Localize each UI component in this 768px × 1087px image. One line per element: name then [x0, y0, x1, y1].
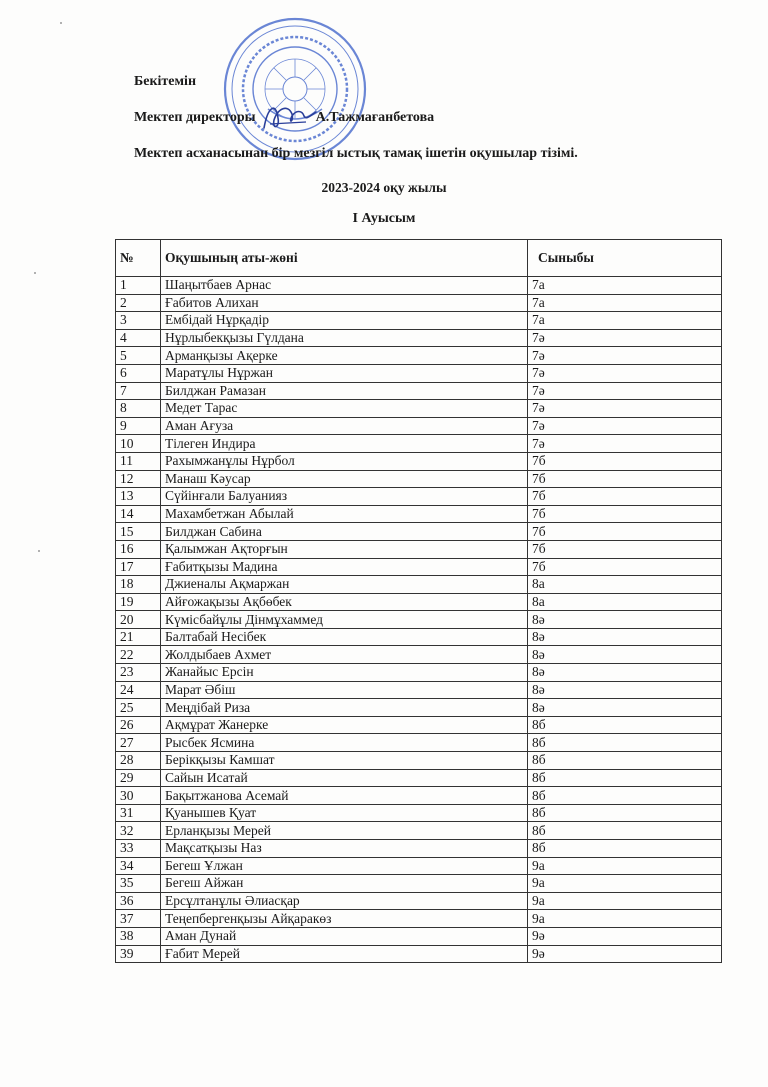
table-row: [116, 417, 722, 435]
student-class: 7б: [528, 452, 722, 470]
student-class: 8ә: [528, 611, 722, 629]
student-name: Меңдібай Риза: [161, 699, 528, 717]
student-table: [115, 239, 722, 963]
student-name: Тілеген Индира: [161, 435, 528, 453]
row-number: 5: [116, 347, 161, 365]
student-name: Балтабай Несібек: [161, 628, 528, 646]
row-number: 16: [116, 540, 161, 558]
table-row: [116, 646, 722, 664]
row-number: 6: [116, 364, 161, 382]
student-name: Ғабитов Алихан: [161, 294, 528, 312]
table-row: [116, 277, 722, 295]
table-row: [116, 312, 722, 330]
row-number: 21: [116, 628, 161, 646]
scan-speck: [38, 550, 40, 552]
table-row: [116, 470, 722, 488]
row-number: 4: [116, 329, 161, 347]
row-number: 35: [116, 875, 161, 893]
student-name: Ерланқызы Мерей: [161, 822, 528, 840]
shift-label: I Ауысым: [352, 211, 416, 226]
student-name: Бегеш Айжан: [161, 875, 528, 893]
column-header-number: №: [116, 240, 161, 277]
student-name: Бегеш Ұлжан: [161, 857, 528, 875]
row-number: 31: [116, 804, 161, 822]
student-class: 7ә: [528, 400, 722, 418]
student-class: 7ә: [528, 435, 722, 453]
student-name: Берікқызы Камшат: [161, 752, 528, 770]
row-number: 22: [116, 646, 161, 664]
row-number: 2: [116, 294, 161, 312]
row-number: 28: [116, 752, 161, 770]
student-class: 9а: [528, 910, 722, 928]
student-name: Махамбетжан Абылай: [161, 505, 528, 523]
student-name: Жанайыс Ерсін: [161, 664, 528, 682]
row-number: 7: [116, 382, 161, 400]
table-row: [116, 804, 722, 822]
student-name: Ақмұрат Жанерке: [161, 716, 528, 734]
table-row: [116, 611, 722, 629]
table-row: [116, 593, 722, 611]
table-row: [116, 822, 722, 840]
row-number: 34: [116, 857, 161, 875]
student-name: Теңепбергенқызы Айқаракөз: [161, 910, 528, 928]
row-number: 20: [116, 611, 161, 629]
student-name: Қалымжан Ақторғын: [161, 540, 528, 558]
table-row: [116, 558, 722, 576]
student-class: 7а: [528, 277, 722, 295]
student-class: 8а: [528, 576, 722, 594]
table-row: [116, 347, 722, 365]
student-name: Маратұлы Нұржан: [161, 364, 528, 382]
row-number: 17: [116, 558, 161, 576]
row-number: 37: [116, 910, 161, 928]
table-row: [116, 699, 722, 717]
student-class: 8б: [528, 787, 722, 805]
student-class: 7ә: [528, 417, 722, 435]
table-row: [116, 435, 722, 453]
column-header-name: Оқушының аты-жөні: [161, 240, 528, 277]
student-class: 9а: [528, 892, 722, 910]
table-row: [116, 329, 722, 347]
row-number: 32: [116, 822, 161, 840]
row-number: 25: [116, 699, 161, 717]
row-number: 3: [116, 312, 161, 330]
approval-label: Бекітемін: [134, 74, 197, 89]
table-row: [116, 769, 722, 787]
student-class: 7б: [528, 540, 722, 558]
student-class: 9ә: [528, 945, 722, 963]
row-number: 23: [116, 664, 161, 682]
student-class: 8б: [528, 822, 722, 840]
student-name: Айғожақызы Ақбөбек: [161, 593, 528, 611]
student-class: 9а: [528, 857, 722, 875]
row-number: 30: [116, 787, 161, 805]
signature-icon: [258, 98, 320, 136]
table-row: [116, 752, 722, 770]
table-row: [116, 400, 722, 418]
student-name: Билджан Сабина: [161, 523, 528, 541]
student-class: 7а: [528, 294, 722, 312]
row-number: 33: [116, 840, 161, 858]
official-seal-icon: [220, 14, 370, 164]
student-name: Бақытжанова Асемай: [161, 787, 528, 805]
student-name: Арманқызы Ақерке: [161, 347, 528, 365]
student-name: Шаңытбаев Арнас: [161, 277, 528, 295]
student-name: Мақсатқызы Наз: [161, 840, 528, 858]
row-number: 14: [116, 505, 161, 523]
row-number: 19: [116, 593, 161, 611]
student-name: Джиеналы Ақмаржан: [161, 576, 528, 594]
table-body: [116, 277, 722, 963]
row-number: 39: [116, 945, 161, 963]
table-row: [116, 523, 722, 541]
row-number: 36: [116, 892, 161, 910]
table-row: [116, 488, 722, 506]
row-number: 15: [116, 523, 161, 541]
table-row: [116, 892, 722, 910]
row-number: 18: [116, 576, 161, 594]
table-row: [116, 294, 722, 312]
table-row: [116, 945, 722, 963]
table-row: [116, 681, 722, 699]
student-class: 9а: [528, 875, 722, 893]
student-name: Күмісбайұлы Дінмұхаммед: [161, 611, 528, 629]
row-number: 26: [116, 716, 161, 734]
row-number: 29: [116, 769, 161, 787]
student-class: 7ә: [528, 364, 722, 382]
student-class: 9ә: [528, 927, 722, 945]
table-row: [116, 716, 722, 734]
student-name: Марат Әбіш: [161, 681, 528, 699]
student-class: 8б: [528, 716, 722, 734]
student-name: Рахымжанұлы Нұрбол: [161, 452, 528, 470]
director-name: А.Тажмағанбетова: [315, 110, 435, 125]
row-number: 24: [116, 681, 161, 699]
student-class: 8б: [528, 804, 722, 822]
table-row: [116, 734, 722, 752]
row-number: 12: [116, 470, 161, 488]
column-header-class: Сыныбы: [528, 240, 722, 277]
table-row: [116, 540, 722, 558]
table-row: [116, 664, 722, 682]
student-name: Медет Тарас: [161, 400, 528, 418]
student-class: 7б: [528, 488, 722, 506]
student-name: Рысбек Ясмина: [161, 734, 528, 752]
student-name: Жолдыбаев Ахмет: [161, 646, 528, 664]
row-number: 27: [116, 734, 161, 752]
row-number: 1: [116, 277, 161, 295]
student-class: 8ә: [528, 681, 722, 699]
table-header-row: [116, 240, 722, 277]
table-row: [116, 452, 722, 470]
school-year: 2023-2024 оқу жылы: [321, 180, 447, 195]
student-class: 8б: [528, 752, 722, 770]
student-class: 7а: [528, 312, 722, 330]
table-row: [116, 910, 722, 928]
row-number: 8: [116, 400, 161, 418]
student-class: 7б: [528, 523, 722, 541]
table-row: [116, 505, 722, 523]
student-class: 8б: [528, 769, 722, 787]
student-class: 7б: [528, 505, 722, 523]
list-title: Мектеп асханасынан бір мезгіл ыстық тамақ ішетін оқушылар тізімі.: [134, 146, 578, 161]
table-row: [116, 787, 722, 805]
table-row: [116, 840, 722, 858]
student-class: 8ә: [528, 646, 722, 664]
student-class: 8ә: [528, 628, 722, 646]
table-row: [116, 927, 722, 945]
table-row: [116, 857, 722, 875]
table-row: [116, 875, 722, 893]
student-name: Ғабитқызы Мадина: [161, 558, 528, 576]
student-name: Аман Дунай: [161, 927, 528, 945]
student-name: Қуанышев Қуат: [161, 804, 528, 822]
student-name: Аман Ағуза: [161, 417, 528, 435]
table-row: [116, 628, 722, 646]
table-row: [116, 364, 722, 382]
row-number: 10: [116, 435, 161, 453]
student-name: Нұрлыбекқызы Гүлдана: [161, 329, 528, 347]
table-row: [116, 382, 722, 400]
student-name: Сайын Исатай: [161, 769, 528, 787]
row-number: 38: [116, 927, 161, 945]
student-name: Ембідай Нұрқадір: [161, 312, 528, 330]
director-label: Мектеп директоры: [134, 110, 256, 125]
student-name: Манаш Кәусар: [161, 470, 528, 488]
student-class: 7б: [528, 470, 722, 488]
student-class: 7ә: [528, 347, 722, 365]
student-class: 7б: [528, 558, 722, 576]
student-name: Сүйінғали Балуанияз: [161, 488, 528, 506]
row-number: 11: [116, 452, 161, 470]
student-class: 8б: [528, 840, 722, 858]
scan-speck: [34, 272, 36, 274]
student-class: 7ә: [528, 382, 722, 400]
student-class: 7ә: [528, 329, 722, 347]
student-class: 8ә: [528, 699, 722, 717]
student-class: 8б: [528, 734, 722, 752]
table-row: [116, 576, 722, 594]
row-number: 13: [116, 488, 161, 506]
student-class: 8а: [528, 593, 722, 611]
scan-speck: [60, 22, 62, 24]
student-class: 8ә: [528, 664, 722, 682]
student-name: Билджан Рамазан: [161, 382, 528, 400]
row-number: 9: [116, 417, 161, 435]
student-name: Ерсұлтанұлы Әлиасқар: [161, 892, 528, 910]
student-name: Ғабит Мерей: [161, 945, 528, 963]
